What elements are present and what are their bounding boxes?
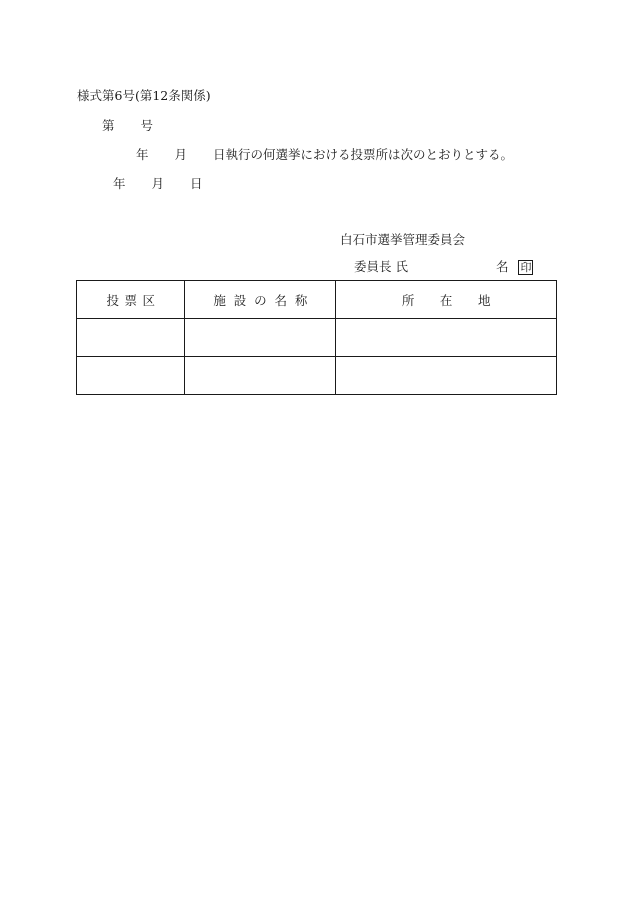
date-line (113, 176, 203, 192)
number-prefix: 第 (102, 118, 115, 133)
date-year: 年 (113, 176, 126, 191)
header-char: 投 (106, 292, 119, 308)
notice-line (136, 147, 513, 163)
header-char: 施 (213, 292, 226, 308)
number-suffix: 号 (140, 118, 154, 133)
table-header-row (77, 281, 557, 319)
table-cell (185, 357, 336, 395)
notice-text: 日執行の何選挙における投票所は次のとおりとする。 (213, 147, 514, 162)
header-facility-name (185, 281, 336, 319)
polling-place-table (76, 280, 557, 395)
table-row (77, 357, 557, 395)
number-line (102, 118, 153, 134)
header-polling-district (77, 281, 185, 319)
header-char: の (254, 292, 267, 308)
header-char: 設 (233, 292, 247, 308)
header-char: 名 (274, 292, 288, 308)
header-char: 区 (142, 292, 155, 308)
seal-mark: 印 (520, 261, 532, 274)
form-label: 様式第6号(第12条関係) (77, 88, 211, 103)
header-char: 所 (401, 292, 415, 308)
committee-name: 白石市選挙管理委員会 (340, 232, 466, 247)
header-char: 在 (439, 292, 453, 308)
table-row (77, 319, 557, 357)
table-cell (336, 319, 557, 357)
chairperson-line (354, 259, 533, 275)
table-cell (77, 319, 185, 357)
date-day: 日 (190, 176, 203, 191)
chairperson-title: 委員長 氏 (354, 259, 408, 274)
table-cell (77, 357, 185, 395)
table-cell (185, 319, 336, 357)
notice-month: 月 (174, 147, 188, 162)
chairperson-name-label: 名 (495, 259, 509, 274)
table-cell (336, 357, 557, 395)
header-char: 称 (294, 292, 308, 308)
notice-year: 年 (136, 147, 149, 162)
header-char: 票 (124, 292, 137, 308)
date-month: 月 (151, 176, 165, 191)
header-location (336, 281, 557, 319)
header-char: 地 (477, 292, 491, 308)
